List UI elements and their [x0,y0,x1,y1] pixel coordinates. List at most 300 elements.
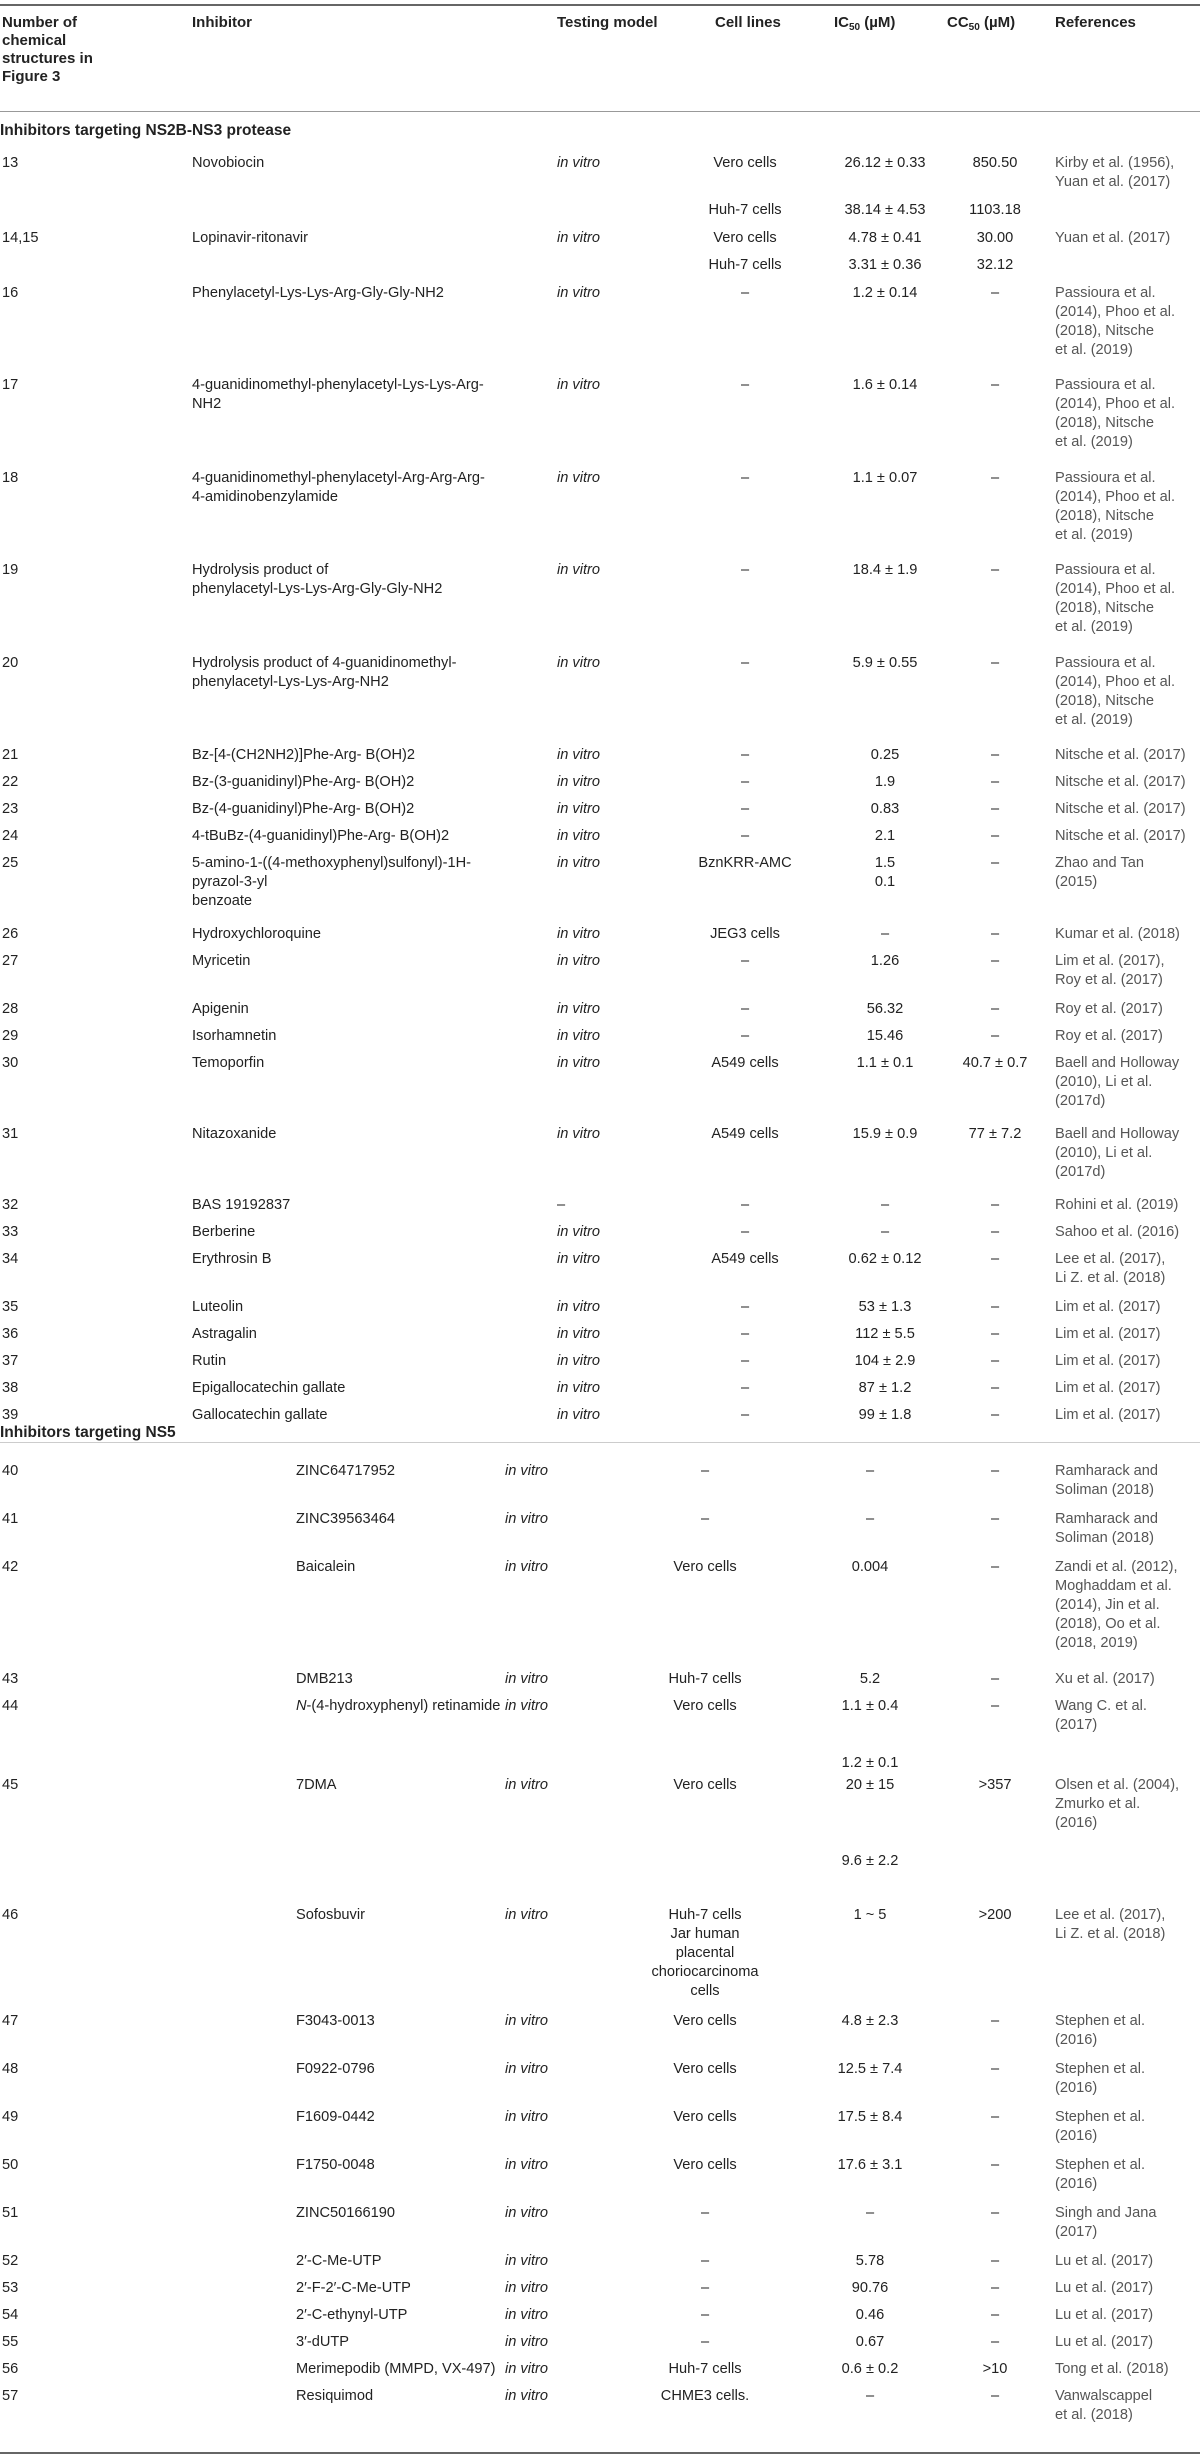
testing-model: in vitro [505,1463,548,1479]
inhibitor-name: Merimepodib (MMPD, VX-497) [296,2361,496,2377]
reference: (2014), Phoo et al. [1055,304,1176,320]
row-number: 51 [2,2205,19,2221]
ic50-value: – [865,2205,875,2221]
cc50-value: 40.7 ± 0.7 [962,1055,1028,1071]
reference: (2010), Li et al. [1055,1145,1153,1161]
row-number: 39 [2,1407,19,1423]
ic50-value: 15.9 ± 0.9 [852,1126,918,1142]
testing-model: in vitro [505,2307,548,2323]
row-number: 13 [2,155,19,171]
cc50-value: – [990,562,1000,578]
reference: (2016) [1055,2080,1098,2096]
reference: (2018), Nitsche [1055,693,1154,709]
inhibitor-name: Baicalein [296,1559,356,1575]
cell-line: Vero cells [673,2157,737,2173]
row-number: 35 [2,1299,19,1315]
testing-model: in vitro [505,2280,548,2296]
row-number: 14,15 [2,230,39,246]
cell-line: JEG3 cells [710,926,780,942]
cc50-value: >357 [978,1777,1012,1793]
cell-line: A549 cells [711,1126,779,1142]
cell-line: – [740,1197,750,1213]
inhibitor-name: benzoate [192,893,253,909]
reference: (2018), Nitsche [1055,508,1154,524]
row-number: 50 [2,2157,19,2173]
reference: Ramharack and [1055,1463,1159,1479]
cell-line: – [740,1326,750,1342]
ic50-value: 5.2 [859,1671,881,1687]
testing-model: in vitro [557,747,600,763]
cell-line: Vero cells [673,1698,737,1714]
cell-line: Huh-7 cells [708,257,782,273]
cc50-value: – [990,2307,1000,2323]
testing-model: in vitro [557,1126,600,1142]
row-number: 49 [2,2109,19,2125]
section-ns2b-ns3-title: Inhibitors targeting NS2B-NS3 protease [0,122,292,139]
inhibitor-name: BAS 19192837 [192,1197,291,1213]
cc50-value: – [990,1671,1000,1687]
cell-line: choriocarcinoma [651,1964,759,1980]
reference: Tong et al. (2018) [1055,2361,1169,2377]
row-number: 56 [2,2361,19,2377]
inhibitor-name: Bz-[4-(CH2NH2)]Phe-Arg- B(OH)2 [192,747,415,763]
reference: Zandi et al. (2012), [1055,1559,1178,1575]
reference: Stephen et al. [1055,2109,1146,2125]
cc50-value: – [990,1511,1000,1527]
reference: (2016) [1055,2128,1098,2144]
ic50-value: – [880,1197,890,1213]
cell-line: – [700,2334,710,2350]
row-number: 44 [2,1698,19,1714]
table-bottom-rule [0,2452,1200,2454]
cell-line: – [700,1463,710,1479]
cell-line: – [740,774,750,790]
inhibitor-name: Hydroxychloroquine [192,926,321,942]
cell-line: – [700,1511,710,1527]
cc50-value: – [990,2388,1000,2404]
ic50-value: 0.6 ± 0.2 [841,2361,899,2377]
inhibitor-name: 4-tBuBz-(4-guanidinyl)Phe-Arg- B(OH)2 [192,828,450,844]
testing-model: in vitro [557,1299,600,1315]
row-number: 17 [2,377,19,393]
reference: (2016) [1055,2032,1098,2048]
row-number: 19 [2,562,19,578]
cell-line: CHME3 cells. [660,2388,750,2404]
cell-line: – [740,801,750,817]
testing-model: in vitro [505,2061,548,2077]
cell-line: Vero cells [673,2109,737,2125]
ic50-value: 0.46 [855,2307,885,2323]
reference: Soliman (2018) [1055,1482,1154,1498]
cell-line: cells [690,1983,720,1999]
inhibitor-name: Temoporfin [192,1055,265,1071]
testing-model: in vitro [557,774,600,790]
reference: (2014), Phoo et al. [1055,674,1176,690]
inhibitor-name: Luteolin [192,1299,244,1315]
ic50-value: 0.1 [874,874,896,890]
inhibitor-name: Sofosbuvir [296,1907,365,1923]
reference: (2017) [1055,1717,1098,1733]
ic50-value: 0.004 [851,1559,889,1575]
ic50-value: 0.67 [855,2334,885,2350]
reference: Stephen et al. [1055,2157,1146,2173]
row-number: 21 [2,747,19,763]
cell-line: Jar human [670,1926,740,1942]
ic50-value: 4.8 ± 2.3 [841,2013,899,2029]
reference: (2018), Nitsche [1055,323,1154,339]
cc50-value: – [990,655,1000,671]
inhibitor-name: phenylacetyl-Lys-Lys-Arg-Gly-Gly-NH2 [192,581,443,597]
inhibitor-name: Lopinavir-ritonavir [192,230,308,246]
reference: Nitsche et al. (2017) [1055,801,1186,817]
inhibitor-name: Rutin [192,1353,227,1369]
inhibitor-name: DMB213 [296,1671,353,1687]
ic50-value: 90.76 [851,2280,889,2296]
testing-model: in vitro [557,1224,600,1240]
inhibitor-name: Bz-(4-guanidinyl)Phe-Arg- B(OH)2 [192,801,415,817]
ic50-value: – [880,926,890,942]
testing-model: in vitro [557,801,600,817]
row-number: 41 [2,1511,19,1527]
cc50-value: – [990,1224,1000,1240]
reference: Baell and Holloway [1055,1126,1180,1142]
inhibitor-name: Astragalin [192,1326,257,1342]
inhibitor-name: ZINC64717952 [296,1463,395,1479]
row-number: 31 [2,1126,19,1142]
testing-model: in vitro [505,2253,548,2269]
testing-model: in vitro [505,1559,548,1575]
cell-line: Huh-7 cells [708,202,782,218]
testing-model: in vitro [557,855,600,871]
testing-model: in vitro [505,2334,548,2350]
header-cc50: $CC_{50}$ (µM) [947,14,1016,33]
header-ic50: $IC_{50}$ (µM) [834,14,896,33]
ic50-value: 0.83 [870,801,900,817]
cc50-value: – [990,2109,1000,2125]
cell-line: Vero cells [673,1559,737,1575]
testing-model: in vitro [505,1907,548,1923]
ic50-value: 18.4 ± 1.9 [852,562,918,578]
reference: Nitsche et al. (2017) [1055,828,1186,844]
row-number: 20 [2,655,19,671]
testing-model: in vitro [505,2109,548,2125]
testing-model: in vitro [557,1326,600,1342]
reference: Nitsche et al. (2017) [1055,774,1186,790]
reference: Stephen et al. [1055,2013,1146,2029]
cc50-value: – [990,1197,1000,1213]
reference: Kirby et al. (1956), [1055,155,1175,171]
inhibitor-name: Myricetin [192,953,251,969]
ic50-value: 1.26 [870,953,900,969]
cc50-value: – [990,747,1000,763]
row-number: 29 [2,1028,19,1044]
cell-line: – [740,828,750,844]
cc50-value: – [990,285,1000,301]
ic50-value: 9.6 ± 2.2 [841,1853,899,1869]
testing-model: in vitro [505,1698,548,1714]
testing-model: in vitro [557,953,600,969]
inhibitor-name: Gallocatechin gallate [192,1407,328,1423]
ic50-value: 5.78 [855,2253,885,2269]
reference: (2014), Phoo et al. [1055,489,1176,505]
ic50-value: – [865,1463,875,1479]
cc50-value: 32.12 [976,257,1014,273]
cell-line: – [700,2280,710,2296]
reference: (2018), Nitsche [1055,600,1154,616]
row-number: 34 [2,1251,19,1267]
row-number: 57 [2,2388,19,2404]
inhibitor-name: Hydrolysis product of [192,562,329,578]
reference: Baell and Holloway [1055,1055,1180,1071]
reference: Lu et al. (2017) [1055,2253,1154,2269]
ic50-value: 1.1 ± 0.07 [852,470,918,486]
reference: Lim et al. (2017) [1055,1407,1161,1423]
reference: Lee et al. (2017), [1055,1251,1166,1267]
row-number: 40 [2,1463,19,1479]
row-number: 22 [2,774,19,790]
reference: (2017d) [1055,1164,1106,1180]
inhibitor-name: Nitazoxanide [192,1126,277,1142]
row-number: 28 [2,1001,19,1017]
reference: Vanwalscappel [1055,2388,1153,2404]
cc50-value: – [990,828,1000,844]
inhibitor-name: N-(4-hydroxyphenyl) retinamide [296,1698,501,1714]
cell-line: – [740,1353,750,1369]
ic50-value: 17.5 ± 8.4 [837,2109,903,2125]
ic50-value: 20 ± 15 [845,1777,895,1793]
inhibitor-name: pyrazol-3-yl [192,874,268,890]
testing-model: in vitro [557,377,600,393]
reference: Lim et al. (2017), [1055,953,1165,969]
cell-line: – [740,470,750,486]
row-number: 37 [2,1353,19,1369]
cell-line: – [740,1380,750,1396]
cell-line: Vero cells [673,1777,737,1793]
reference: Lim et al. (2017) [1055,1326,1161,1342]
testing-model: in vitro [505,2388,548,2404]
inhibitor-name: Apigenin [192,1001,249,1017]
header-number: Number of chemical structures in Figure 3 [2,14,93,85]
reference: Moghaddam et al. [1055,1578,1172,1594]
cell-line: – [700,2307,710,2323]
row-number: 42 [2,1559,19,1575]
cc50-value: – [990,470,1000,486]
cc50-value: – [990,855,1000,871]
testing-model: in vitro [557,1055,600,1071]
section-divider [0,1442,1200,1443]
inhibitor-name: 4-guanidinomethyl-phenylacetyl-Lys-Lys-Arg- [192,377,484,393]
inhibitor-name: Novobiocin [192,155,265,171]
table-top-rule [0,4,1200,6]
ic50-value: 56.32 [866,1001,904,1017]
cell-line: placental [675,1945,735,1961]
ic50-value: 53 ± 1.3 [858,1299,912,1315]
ic50-value: 1.1 ± 0.1 [856,1055,914,1071]
ic50-value: 26.12 ± 0.33 [844,155,926,171]
ic50-value: 3.31 ± 0.36 [848,257,922,273]
reference: (2010), Li et al. [1055,1074,1153,1090]
cc50-value: – [990,377,1000,393]
reference: (2016) [1055,1815,1098,1831]
row-number: 55 [2,2334,19,2350]
testing-model: in vitro [557,1407,600,1423]
reference: Roy et al. (2017) [1055,1001,1163,1017]
inhibitor-name: 5-amino-1-((4-methoxyphenyl)sulfonyl)-1H- [192,855,471,871]
reference: et al. (2019) [1055,712,1133,728]
header-references: References [1055,14,1136,31]
testing-model: in vitro [505,2013,548,2029]
cc50-value: – [990,1407,1000,1423]
header-cell-lines: Cell lines [715,14,781,31]
row-number: 52 [2,2253,19,2269]
row-number: 23 [2,801,19,817]
inhibitor-name: Berberine [192,1224,256,1240]
reference: Roy et al. (2017) [1055,972,1163,988]
row-number: 26 [2,926,19,942]
testing-model: in vitro [505,2205,548,2221]
reference: Soliman (2018) [1055,1530,1154,1546]
reference: Passioura et al. [1055,655,1156,671]
cell-line: Vero cells [673,2061,737,2077]
header-testing-model: Testing model [557,14,658,31]
reference: Li Z. et al. (2018) [1055,1926,1166,1942]
reference: Stephen et al. [1055,2061,1146,2077]
ic50-value: 1.1 ± 0.4 [841,1698,899,1714]
cc50-value: – [990,2061,1000,2077]
row-number: 33 [2,1224,19,1240]
cc50-value: – [990,1001,1000,1017]
reference: Passioura et al. [1055,377,1156,393]
reference: (2015) [1055,874,1098,890]
row-number: 24 [2,828,19,844]
testing-model: in vitro [557,828,600,844]
reference: (2018), Nitsche [1055,415,1154,431]
ic50-value: 87 ± 1.2 [858,1380,912,1396]
row-number: 18 [2,470,19,486]
testing-model: in vitro [505,1777,548,1793]
cc50-value: – [990,1251,1000,1267]
inhibitor-name: Bz-(3-guanidinyl)Phe-Arg- B(OH)2 [192,774,415,790]
ic50-value: 1.2 ± 0.14 [852,285,918,301]
cc50-value: – [990,2280,1000,2296]
reference: Lim et al. (2017) [1055,1380,1161,1396]
reference: Yuan et al. (2017) [1055,174,1171,190]
ic50-value: 1 ~ 5 [853,1907,887,1923]
reference: Roy et al. (2017) [1055,1028,1163,1044]
cc50-value: – [990,1299,1000,1315]
reference: Kumar et al. (2018) [1055,926,1180,942]
ic50-value: – [865,1511,875,1527]
inhibitor-name: F0922-0796 [296,2061,375,2077]
testing-model: in vitro [557,230,600,246]
cc50-value: – [990,953,1000,969]
reference: Rohini et al. (2019) [1055,1197,1179,1213]
cc50-value: – [990,2205,1000,2221]
reference: (2014), Phoo et al. [1055,396,1176,412]
cell-line: Vero cells [673,2013,737,2029]
cc50-value: 850.50 [972,155,1018,171]
cell-line: – [740,285,750,301]
cell-line: Vero cells [713,155,777,171]
ic50-value: 99 ± 1.8 [858,1407,912,1423]
row-number: 30 [2,1055,19,1071]
cell-line: Huh-7 cells [668,1907,742,1923]
cc50-value: – [990,2334,1000,2350]
inhibitor-name: 2′-F-2′-C-Me-UTP [296,2280,411,2296]
testing-model: in vitro [505,1671,548,1687]
ic50-value: 17.6 ± 3.1 [837,2157,903,2173]
inhibitor-name: F1609-0442 [296,2109,375,2125]
cell-line: Huh-7 cells [668,1671,742,1687]
cell-line: A549 cells [711,1055,779,1071]
row-number: 16 [2,285,19,301]
cc50-value: – [990,801,1000,817]
cell-line: – [700,2253,710,2269]
reference: (2018), Oo et al. [1055,1616,1161,1632]
cc50-value: – [990,2157,1000,2173]
cc50-value: – [990,774,1000,790]
reference: Zmurko et al. [1055,1796,1141,1812]
reference: Passioura et al. [1055,285,1156,301]
cc50-value: – [990,1380,1000,1396]
reference: et al. (2019) [1055,434,1133,450]
testing-model: in vitro [557,1028,600,1044]
row-number: 27 [2,953,19,969]
inhibitor-name: NH2 [192,396,222,412]
testing-model: in vitro [557,1380,600,1396]
inhibitor-name: Hydrolysis product of 4-guanidinomethyl- [192,655,457,671]
inhibitor-name: 7DMA [296,1777,337,1793]
row-number: 38 [2,1380,19,1396]
reference: Lu et al. (2017) [1055,2307,1154,2323]
ic50-value: 1.2 ± 0.1 [841,1755,899,1771]
cc50-value: 30.00 [976,230,1014,246]
inhibitor-name: F3043-0013 [296,2013,375,2029]
reference: Lu et al. (2017) [1055,2334,1154,2350]
ic50-value: 1.5 [874,855,896,871]
inhibitor-name: 2′-C-ethynyl-UTP [296,2307,408,2323]
ic50-value: 38.14 ± 4.53 [844,202,926,218]
cell-line: – [740,1028,750,1044]
header-inhibitor: Inhibitor [192,14,252,31]
cc50-value: – [990,1326,1000,1342]
testing-model: in vitro [557,155,600,171]
cell-line: Huh-7 cells [668,2361,742,2377]
row-number: 25 [2,855,19,871]
reference: Ramharack and [1055,1511,1159,1527]
cell-line: – [740,1407,750,1423]
cell-line: BznKRR-AMC [698,855,792,871]
reference: (2014), Phoo et al. [1055,581,1176,597]
cc50-value: 1103.18 [969,202,1021,218]
cc50-value: – [990,2013,1000,2029]
cell-line: – [740,655,750,671]
row-number: 47 [2,2013,19,2029]
cell-line: – [740,377,750,393]
testing-model: in vitro [557,1353,600,1369]
testing-model: – [557,1197,566,1213]
cc50-value: >10 [982,2361,1008,2377]
reference: Singh and Jana [1055,2205,1157,2221]
cell-line: – [740,953,750,969]
inhibitor-name: phenylacetyl-Lys-Lys-Arg-NH2 [192,674,389,690]
reference: Nitsche et al. (2017) [1055,747,1186,763]
reference: et al. (2019) [1055,527,1133,543]
row-number: 36 [2,1326,19,1342]
inhibitor-name: F1750-0048 [296,2157,375,2173]
cc50-value: – [990,926,1000,942]
cell-line: – [700,2205,710,2221]
